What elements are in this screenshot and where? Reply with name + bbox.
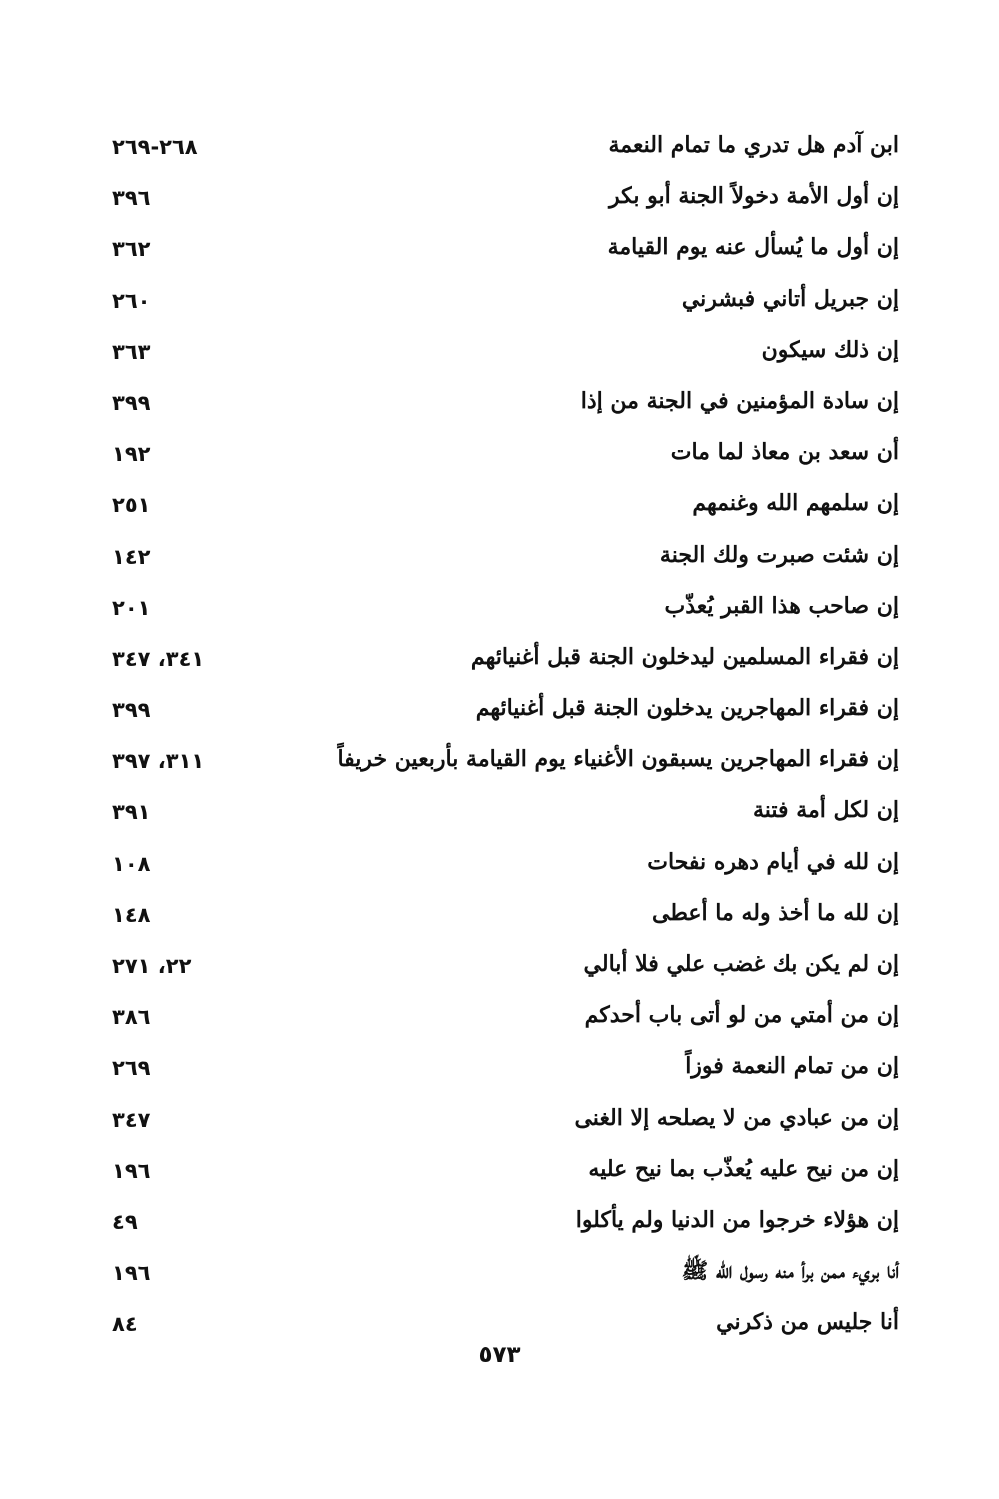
entry-text: إن من نيح عليه يُعذّب بما نيح عليه xyxy=(588,1155,899,1182)
entry-text: إن لله في أيام دهره نفحات xyxy=(647,848,899,875)
entry-page-refs: ٨٤ xyxy=(112,1312,138,1337)
index-entry xyxy=(0,890,999,941)
entry-text: إن جبريل أتاني فبشرني xyxy=(681,285,899,312)
entry-text: إن لم يكن بك غضب علي فلا أبالي xyxy=(583,951,899,977)
entry-text: إن من تمام النعمة فوزاً xyxy=(685,1053,899,1080)
entry-page-refs: ٣٤١، ٣٤٧ xyxy=(112,646,205,671)
entry-page-refs: ٣٦٢ xyxy=(112,237,151,262)
index-entry xyxy=(0,327,999,378)
entry-text: ابن آدم هل تدري ما تمام النعمة xyxy=(608,132,899,158)
index-entry xyxy=(0,839,999,890)
index-entry xyxy=(0,992,999,1043)
entry-text: إن فقراء المهاجرين يسبقون الأغنياء يوم القيامة بأربعين خريفاً xyxy=(337,746,899,773)
entry-text: إن من عبادي من لا يصلحه إلا الغنى xyxy=(574,1104,899,1131)
index-entry xyxy=(0,173,999,224)
index-entry xyxy=(0,1095,999,1146)
index-entry xyxy=(0,480,999,531)
entry-text: إن فقراء المسلمين ليدخلون الجنة قبل أغنيائهم xyxy=(470,643,899,670)
index-entry xyxy=(0,276,999,327)
entry-page-refs: ٣٩١ xyxy=(112,800,151,825)
entry-text: إن لكل أمة فتنة xyxy=(752,797,899,824)
index-entry xyxy=(0,736,999,787)
entry-text: إن أول الأمة دخولاً الجنة أبو بكر xyxy=(609,183,899,210)
entry-text: إن ذلك سيكون xyxy=(761,336,899,363)
entry-page-refs: ٣٩٩ xyxy=(112,698,151,723)
index-entry xyxy=(0,1248,999,1299)
page-number: ٥٧٣ xyxy=(478,1342,521,1368)
entry-text: إن سلمهم الله وغنمهم xyxy=(692,490,899,517)
entry-text: إن أول ما يُسأل عنه يوم القيامة xyxy=(607,234,899,261)
entry-text: إن هؤلاء خرجوا من الدنيا ولم يأكلوا xyxy=(575,1206,899,1233)
entry-page-refs: ٢٥١ xyxy=(112,493,151,518)
entry-page-refs: ١٠٨ xyxy=(112,851,151,876)
entry-text: أنا بريء ممن برأ منه رسول الله ﷺ xyxy=(681,1258,899,1285)
entry-page-refs: ٢٢، ٢٧١ xyxy=(112,954,192,978)
entry-text: أن سعد بن معاذ لما مات xyxy=(670,439,899,466)
index-entry xyxy=(0,224,999,275)
entry-page-refs: ٣٦٣ xyxy=(112,339,151,364)
index-entry xyxy=(0,429,999,480)
entry-text: إن لله ما أخذ وله ما أعطى xyxy=(652,899,899,926)
index-entry xyxy=(0,941,999,992)
index-entry xyxy=(0,685,999,736)
entry-page-refs: ١٤٨ xyxy=(112,902,151,927)
entry-text: إن من أمتي من لو أتى باب أحدكم xyxy=(584,1002,899,1029)
entry-page-refs: ٣١١، ٣٩٧ xyxy=(112,749,205,774)
entry-text: إن شئت صبرت ولك الجنة xyxy=(659,541,899,568)
entry-page-refs: ٣٩٩ xyxy=(112,390,151,415)
entry-page-refs: ٢٠١ xyxy=(112,595,151,620)
index-entry xyxy=(0,378,999,429)
index-entry xyxy=(0,1197,999,1248)
entry-text: إن سادة المؤمنين في الجنة من إذا xyxy=(580,387,899,414)
entry-page-refs: ١٤٢ xyxy=(112,544,151,569)
entry-page-refs: ٣٨٦ xyxy=(112,1005,151,1030)
index-entry xyxy=(0,122,999,173)
index-entry xyxy=(0,532,999,583)
entry-page-refs: ١٩٦ xyxy=(112,1261,151,1286)
entry-page-refs: ١٩٢ xyxy=(112,442,151,467)
entry-page-refs: ٢٦٩ xyxy=(112,1056,151,1081)
entry-page-refs: ١٩٦ xyxy=(112,1158,151,1183)
index-entry xyxy=(0,787,999,838)
hadith-index-list xyxy=(0,122,999,1351)
index-entry xyxy=(0,583,999,634)
entry-page-refs: ٣٤٧ xyxy=(112,1107,151,1132)
entry-page-refs: ٢٦٠ xyxy=(112,288,151,313)
entry-text: إن فقراء المهاجرين يدخلون الجنة قبل أغنيائهم xyxy=(475,695,899,722)
entry-page-refs: ٣٩٦ xyxy=(112,186,151,211)
entry-text: أنا جليس من ذكرني xyxy=(716,1309,899,1336)
index-entry xyxy=(0,1146,999,1197)
entry-page-refs: ٢٦٨-٢٦٩ xyxy=(112,135,198,159)
index-entry xyxy=(0,634,999,685)
index-entry xyxy=(0,1043,999,1094)
entry-text: إن صاحب هذا القبر يُعذّب xyxy=(664,592,899,619)
entry-page-refs: ٤٩ xyxy=(112,1209,138,1234)
